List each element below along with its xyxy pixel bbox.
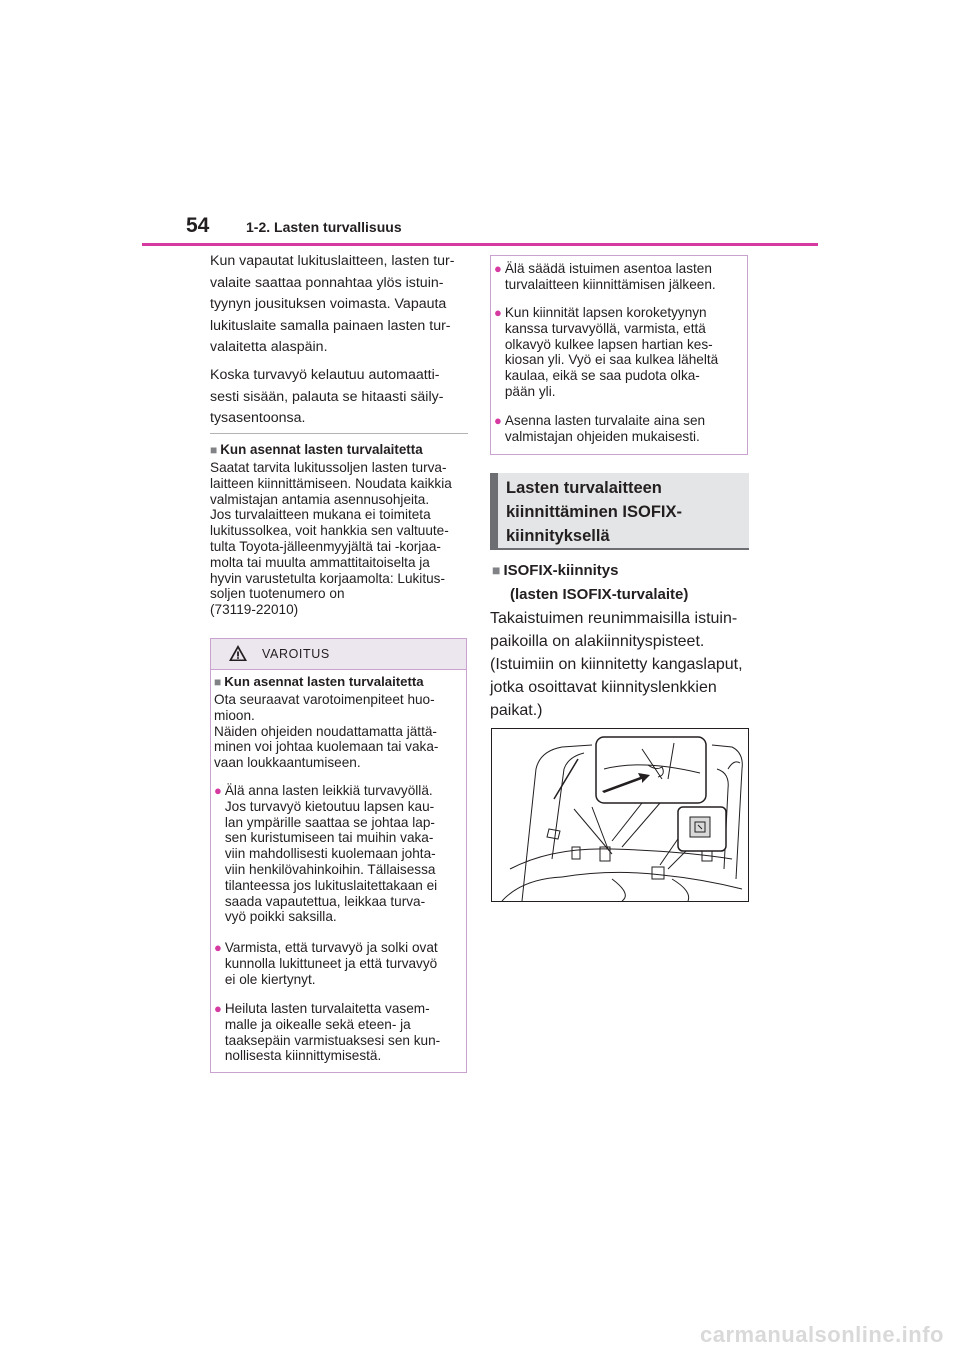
bullet-text — [505, 261, 716, 293]
square-bullet-icon: ■ — [214, 675, 222, 689]
text-line: lukituslaite samalla painaen lasten tur- — [210, 317, 451, 334]
isofix-subheading — [492, 558, 688, 607]
dot-bullet-icon: ● — [214, 940, 222, 955]
text-line: (73119-22010) — [210, 602, 299, 618]
text-line: olkavyö kulkee lapsen hartian kes- — [504, 336, 713, 352]
subheading-text: ISOFIX-kiinnitys — [503, 562, 619, 579]
text-line: valaite saattaa ponnahtaa ylös istuin- — [210, 274, 444, 291]
text-line: Kun kiinnität lapsen koroketyynyn — [504, 305, 707, 320]
text-line: Saatat tarvita lukitussoljen lasten turva- — [210, 460, 447, 475]
text-line: taaksepäin varmistuaksesi sen kun- — [224, 1032, 441, 1048]
subheading-line — [492, 558, 688, 583]
warning-bullet-2 — [214, 940, 466, 987]
text-line: turvalaitteen kiinnittämisen jälkeen. — [504, 276, 716, 292]
install-paragraph — [210, 460, 465, 618]
text-line: hyvin varustetulta korjaamolta: Lukitus- — [210, 570, 445, 586]
text-line: lukitussolkea, voit hankkia sen valtuute- — [210, 523, 449, 539]
text-line: Älä säädä istuimen asentoa lasten — [504, 261, 712, 276]
warning-bullet-4 — [494, 261, 746, 293]
page-number: 54 — [186, 214, 210, 237]
heading-line: Lasten turvalaitteen — [506, 479, 662, 497]
dot-bullet-icon: ● — [214, 1001, 222, 1016]
text-line: valaitetta alaspäin. — [210, 339, 328, 355]
text-line: Heiluta lasten turvalaitetta vasem- — [224, 1001, 430, 1016]
install-heading — [210, 442, 423, 457]
text-line: vyö poikki saksilla. — [224, 909, 337, 925]
text-line: tyynyn jousituksen voimasta. Vapauta — [210, 296, 447, 312]
text-line: Asenna lasten turvalaite aina sen — [504, 413, 706, 428]
text-line: valmistajan ohjeiden mukaisesti. — [504, 428, 700, 444]
text-line: paikat.) — [490, 702, 543, 719]
text-line: Jos turvalaitteen mukana ei toimiteta — [210, 507, 431, 523]
warning-intro — [214, 692, 464, 771]
warning-bullet-5 — [494, 305, 746, 400]
text-line: tysasentoonsa. — [210, 410, 306, 426]
text-line: laitteen kiinnittämiseen. Noudata kaikkia — [210, 475, 452, 491]
isofix-body — [490, 607, 760, 722]
bullet-text — [505, 413, 705, 445]
text-line: ei ole kiertynyt. — [224, 971, 316, 987]
text-line: lan ympärille saattaa se johtaa lap- — [224, 814, 435, 830]
text-line: sen kuristumiseen tai muihin vaka- — [224, 830, 434, 846]
bullet-text — [505, 305, 718, 400]
warning-title: VAROITUS — [262, 647, 330, 661]
intro-paragraph-2 — [210, 365, 465, 430]
install-heading-label: Kun asennat lasten turvalaitetta — [220, 442, 423, 457]
warning-heading-label: Kun asennat lasten turvalaitetta — [224, 674, 424, 689]
text-line: Kun vapautat lukituslaitteen, lasten tur- — [210, 253, 455, 269]
subheading-line: (lasten ISOFIX-turvalaite) — [510, 586, 689, 603]
header-rule — [142, 243, 818, 246]
text-line: Varmista, että turvavyö ja solki ovat — [224, 940, 438, 955]
heading-line: kiinnityksellä — [506, 527, 610, 545]
rear-seat-drawing — [492, 729, 748, 901]
dot-bullet-icon: ● — [214, 783, 222, 798]
text-line: sesti sisään, palauta se hitaasti säily- — [210, 388, 444, 405]
text-line: viin henkilövahinkoihin. Tällaisessa — [224, 861, 436, 877]
text-line: viin mahdollisesti kuolemaan johta- — [224, 846, 436, 862]
text-line: paikoilla on alakiinnityspisteet. — [490, 633, 705, 650]
dot-bullet-icon: ● — [494, 413, 502, 428]
text-line: tulta Toyota-jälleenmyyjältä tai -korjaa- — [210, 538, 441, 554]
text-line: kaulaa, eikä se saa pudota olka- — [504, 368, 700, 384]
watermark: carmanualsonline.info — [700, 1322, 944, 1347]
intro-paragraph-1 — [210, 251, 465, 359]
text-line: mioon. — [214, 707, 255, 723]
bullet-text — [225, 940, 438, 987]
text-line: kunnolla lukittuneet ja että turvavyö — [224, 955, 438, 971]
text-line: kanssa turvavyöllä, varmista, että — [504, 320, 706, 336]
square-bullet-icon: ■ — [492, 562, 501, 578]
warning-bullet-1 — [214, 783, 466, 925]
text-line: vaan loukkaantumiseen. — [214, 755, 361, 771]
section-title: 1-2. Lasten turvallisuus — [246, 219, 402, 235]
warning-heading — [214, 674, 424, 689]
text-line: Ota seuraavat varotoimenpiteet huo- — [214, 692, 435, 707]
text-line: nollisesta kiinnittymisestä. — [224, 1048, 382, 1064]
bullet-text — [225, 1001, 440, 1064]
square-bullet-icon: ■ — [210, 443, 218, 457]
dot-bullet-icon: ● — [494, 305, 502, 320]
heading-line: kiinnittäminen ISOFIX- — [506, 503, 683, 521]
warning-header — [211, 639, 466, 670]
text-line: malle ja oikealle sekä eteen- ja — [224, 1016, 411, 1032]
text-line: Näiden ohjeiden noudattamatta jättä- — [214, 723, 437, 739]
text-line: Älä anna lasten leikkiä turvavyöllä. — [224, 783, 433, 798]
text-line: molta tai muulta ammattitaitoiselta ja — [210, 554, 430, 570]
warning-triangle-icon — [228, 644, 248, 662]
section-heading — [506, 476, 746, 548]
text-line: Koska turvavyö kelautuu automaatti- — [210, 367, 440, 383]
dot-bullet-icon: ● — [494, 261, 502, 276]
text-line: Jos turvavyö kietoutuu lapsen kau- — [224, 798, 435, 814]
text-line: jotka osoittavat kiinnityslenkkien — [490, 679, 717, 696]
text-line: saada vapautettua, leikkaa turva- — [224, 893, 426, 909]
text-line: (Istuimiin on kiinnitetty kangaslaput, — [490, 656, 743, 673]
warning-bullet-6 — [494, 413, 746, 445]
isofix-illustration — [491, 728, 749, 902]
text-line: minen voi johtaa kuolemaan tai vaka- — [214, 739, 439, 755]
text-line: kiosan yli. Vyö ei saa kulkea läheltä — [504, 352, 719, 368]
text-line: Takaistuimen reunimmaisilla istuin- — [490, 610, 738, 627]
text-line: soljen tuotenumero on — [210, 586, 345, 602]
text-line: valmistajan antamia asennusohjeita. — [210, 491, 430, 507]
text-line: pään yli. — [504, 383, 556, 399]
text-line: tilanteessa jos lukituslaitettakaan ei — [224, 877, 438, 893]
section-divider — [210, 433, 468, 434]
warning-bullet-3 — [214, 1001, 466, 1064]
bullet-text — [225, 783, 437, 925]
